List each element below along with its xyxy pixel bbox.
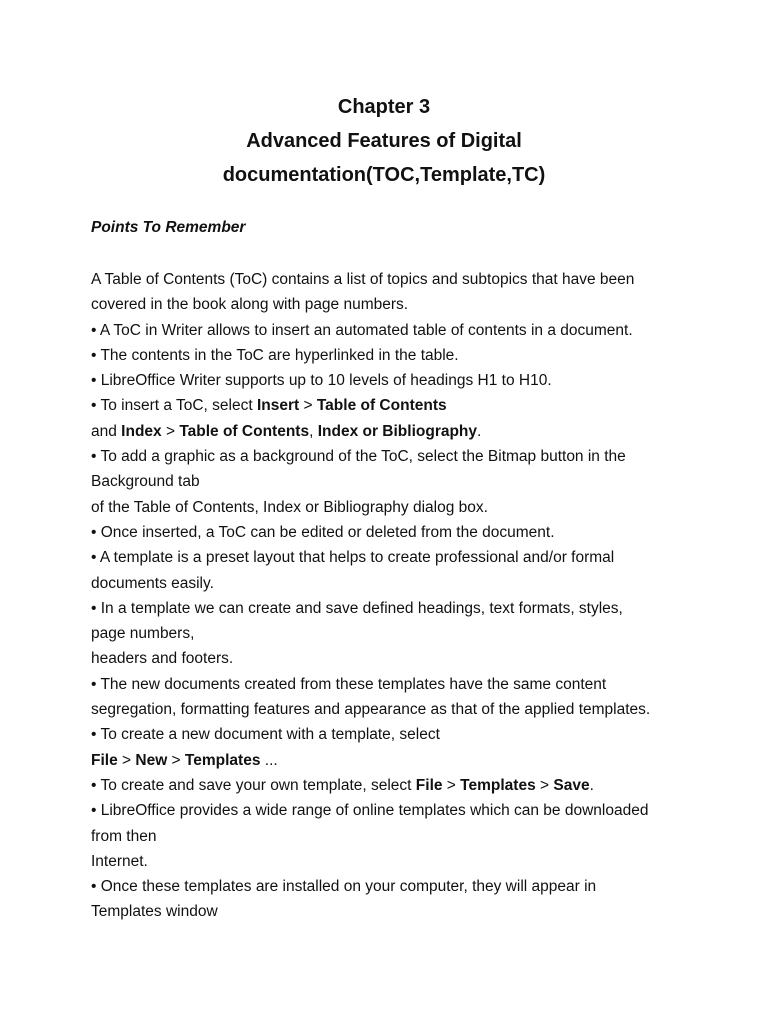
text-line — [91, 748, 691, 773]
text-line — [91, 393, 691, 418]
bold-text: Templates — [184, 751, 261, 769]
bold-text: Insert — [256, 397, 300, 415]
chapter-title-line-2: documentation(TOC,Template,TC) — [222, 164, 546, 186]
text-run: • To create a new document with a template, select — [91, 726, 440, 744]
text-run: > — [442, 776, 461, 794]
text-line — [91, 343, 691, 368]
text-run: • A ToC in Writer allows to insert an automated table of contents in a document. — [91, 321, 633, 339]
text-line — [91, 773, 691, 798]
text-line — [91, 469, 691, 494]
text-line — [91, 722, 691, 747]
text-run: • The new documents created from these templates have the same content — [91, 675, 607, 693]
text-run: A Table of Contents (ToC) contains a list of topics and subtopics that have been — [91, 271, 635, 288]
bold-text: New — [135, 751, 168, 769]
text-line — [91, 824, 691, 849]
text-line — [91, 697, 691, 722]
chapter-heading — [0, 90, 768, 192]
text-line — [91, 368, 691, 393]
text-run: headers and footers. — [91, 650, 234, 668]
bold-text: Index — [121, 422, 162, 440]
text-run: • A template is a preset layout that helps to create professional and/or formal — [91, 549, 615, 567]
text-run: • The contents in the ToC are hyperlinked in the table. — [91, 346, 459, 364]
text-line — [91, 444, 691, 469]
bold-text: File — [91, 751, 118, 769]
text-run: > — [167, 751, 185, 769]
chapter-title-line-1: Advanced Features of Digital — [246, 130, 522, 152]
text-run: from then — [91, 827, 157, 845]
bold-text: File — [415, 776, 443, 794]
text-run: • To add a graphic as a background of the ToC, select the Bitmap button in the — [91, 448, 626, 466]
text-line — [91, 419, 691, 444]
text-line — [91, 520, 691, 545]
text-run: Internet. — [91, 852, 148, 870]
text-run: • To insert a ToC, select — [91, 397, 257, 415]
points-to-remember-heading: Points To Remember — [91, 219, 246, 236]
text-run: > — [117, 751, 136, 769]
text-line — [91, 318, 691, 343]
text-line — [91, 798, 691, 823]
text-run: > — [161, 422, 180, 440]
text-run: • Once these templates are installed on your computer, they will appear in — [91, 878, 597, 896]
chapter-number: Chapter 3 — [337, 96, 431, 118]
bold-text: Table of Contents — [179, 422, 310, 440]
text-run: . — [589, 776, 594, 794]
text-line — [91, 899, 691, 924]
text-line — [91, 267, 691, 292]
text-run: Background tab — [91, 473, 200, 491]
text-run: . — [477, 422, 482, 440]
text-run: Templates window — [91, 903, 218, 921]
text-line — [91, 596, 691, 621]
text-run: of the Table of Contents, Index or Bibliography dialog box. — [91, 498, 488, 516]
text-run: > — [535, 776, 554, 794]
text-run: ... — [260, 751, 278, 769]
text-line — [91, 621, 691, 646]
bold-text: Index or Bibliography — [317, 422, 478, 440]
text-run: • LibreOffice provides a wide range of online templates which can be downloaded — [91, 802, 649, 820]
text-run: > — [299, 397, 317, 415]
text-line — [91, 292, 691, 317]
bold-text: Templates — [460, 776, 536, 794]
text-line — [91, 571, 691, 596]
text-line — [91, 545, 691, 570]
bold-text: Save — [553, 776, 590, 794]
text-run: • LibreOffice Writer supports up to 10 levels of headings H1 to H10. — [91, 372, 552, 390]
text-line — [91, 849, 691, 874]
text-line — [91, 646, 691, 671]
text-run: and — [91, 422, 122, 440]
body-text — [91, 267, 691, 925]
text-line — [91, 672, 691, 697]
text-run: segregation, formatting features and appearance as that of the applied templates. — [91, 701, 651, 719]
text-run: • Once inserted, a ToC can be edited or deleted from the document. — [91, 523, 555, 541]
bold-text: Table of Contents — [316, 397, 447, 415]
text-run: page numbers, — [91, 625, 195, 643]
text-line — [91, 495, 691, 520]
text-run: • To create and save your own template, select — [91, 776, 416, 794]
text-run: documents easily. — [91, 574, 214, 592]
text-run: • In a template we can create and save defined headings, text formats, styles, — [91, 599, 623, 617]
text-run: , — [309, 422, 318, 440]
text-line — [91, 874, 691, 899]
text-run: covered in the book along with page numbers. — [91, 296, 409, 314]
